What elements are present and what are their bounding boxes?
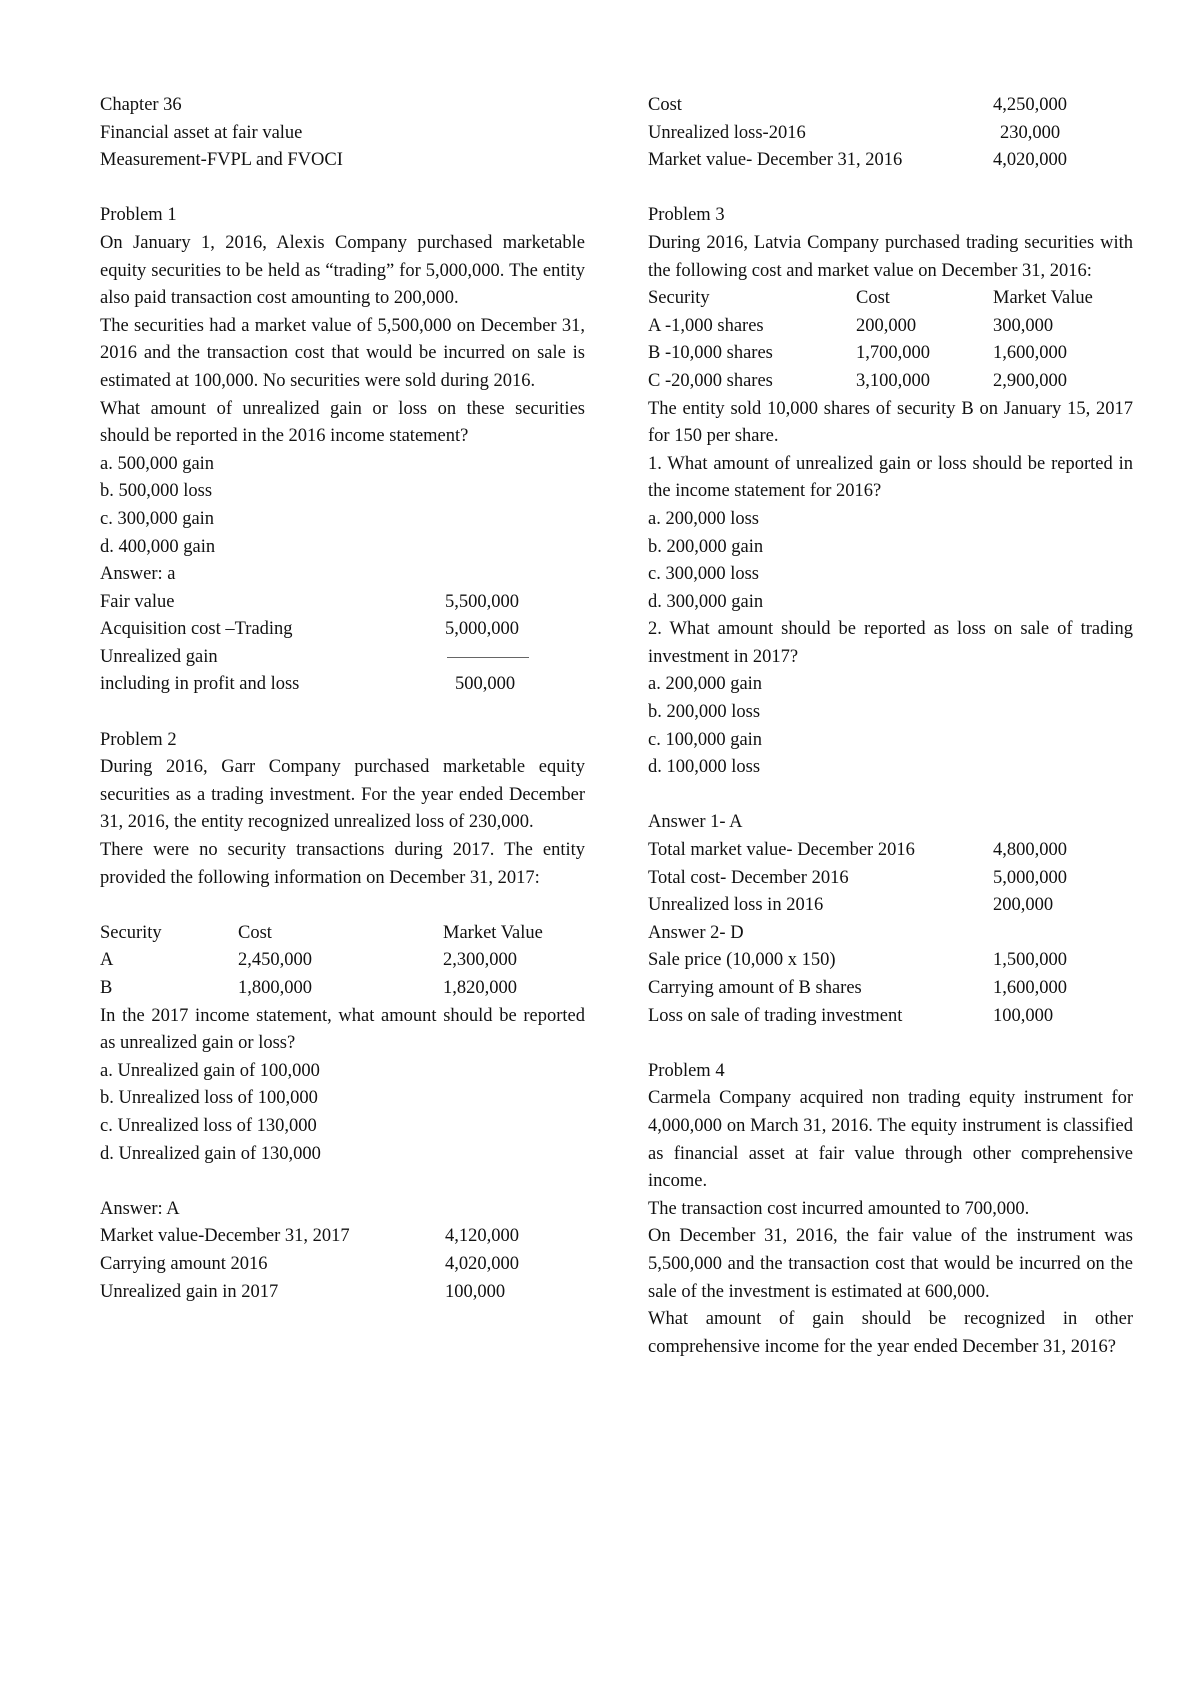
problem-3-answer-2: Answer 2- D — [648, 922, 744, 943]
chapter-measurement: Measurement-FVPL and FVOCI — [100, 150, 343, 171]
problem-1-choice: a. 500,000 gain — [100, 453, 215, 474]
problem-2-choice: b. Unrealized loss of 100,000 — [100, 1088, 318, 1109]
solution-row: Unrealized loss in 2016 200,000 — [648, 895, 1054, 916]
solution-row: Sale price (10,000 x 150) 1,500,000 — [648, 950, 1067, 971]
problem-1-paragraph: The securities had a market value of 5,500,000 on December 31, 2016 and the transaction cost that would be incurred on sale is estimated at 100,000. No securities were sold during 2016. — [100, 315, 585, 391]
problem-4-paragraph: The transaction cost incurred amounted to 700,000. — [648, 1198, 1030, 1219]
problem-3-question-2: 2. What amount should be reported as loss on sale of trading investment in 2017? — [648, 619, 1133, 667]
problem-2-answer: Answer: A — [100, 1198, 180, 1219]
table-header: Security Cost Market Value — [648, 288, 1093, 309]
problem-2-paragraph: During 2016, Garr Company purchased marketable equity securities as a trading investment. For the year ended December 31, 2016, the entity recognized unrealized loss of 230,000. — [100, 757, 585, 833]
problem-3-choice: c. 300,000 loss — [648, 564, 759, 585]
problem-2-paragraph: There were no security transactions during 2017. The entity provided the following information on December 31, 2017: — [100, 840, 585, 888]
right-column — [648, 92, 1133, 1361]
table-row: B -10,000 shares 1,700,000 1,600,000 — [648, 343, 1067, 364]
problem-1-choice: b. 500,000 loss — [100, 481, 213, 502]
solution-row: Unrealized gain — [100, 644, 585, 672]
problem-3-answer-1: Answer 1- A — [648, 812, 743, 833]
problem-3-choice: a. 200,000 gain — [648, 674, 763, 695]
table-row: A 2,450,000 2,300,000 — [100, 950, 517, 971]
problem-4-paragraph: On December 31, 2016, the fair value of the instrument was 5,500,000 and the transaction cost that would be incurred on the sale of the investment is estimated at 600,000. — [648, 1226, 1133, 1302]
problem-1-paragraph: On January 1, 2016, Alexis Company purchased marketable equity securities to be held as “trading” for 5,000,000. The entity also paid transaction cost amounting to 200,000. — [100, 232, 585, 309]
solution-row: Total cost- December 2016 5,000,000 — [648, 867, 1067, 888]
solution-row: Fair value 5,500,000 — [100, 591, 519, 612]
problem-3-choice: c. 100,000 gain — [648, 729, 763, 750]
problem-1-choice: c. 300,000 gain — [100, 508, 215, 529]
underline-rule — [445, 644, 555, 672]
problem-2-choice: d. Unrealized gain of 130,000 — [100, 1143, 321, 1164]
problem-4-question: What amount of gain should be recognized in other comprehensive income for the year ended December 31, 2016? — [648, 1309, 1133, 1357]
problem-1-answer: Answer: a — [100, 564, 176, 585]
problem-3-choice: d. 300,000 gain — [648, 591, 764, 612]
solution-row: including in profit and loss 500,000 — [100, 674, 516, 695]
table-row: B 1,800,000 1,820,000 — [100, 978, 517, 998]
problem-1-choice: d. 400,000 gain — [100, 536, 216, 557]
chapter-subtitle: Financial asset at fair value — [100, 122, 303, 143]
solution-row: Loss on sale of trading investment 100,000 — [648, 1005, 1054, 1026]
problem-4-title: Problem 4 — [648, 1060, 725, 1081]
problem-2-choice: c. Unrealized loss of 130,000 — [100, 1115, 317, 1136]
problem-3-sale-note: The entity sold 10,000 shares of security B on January 15, 2017 for 150 per share. — [648, 398, 1133, 447]
problem-3-choice: d. 100,000 loss — [648, 757, 761, 778]
problem-2-choice: a. Unrealized gain of 100,000 — [100, 1060, 320, 1081]
table-row: A -1,000 shares 200,000 300,000 — [648, 315, 1054, 336]
carryover-row: Cost 4,250,000 — [648, 95, 1067, 115]
problem-1-question: What amount of unrealized gain or loss on these securities should be reported in the 2016 income statement? — [100, 398, 585, 447]
solution-row: Carrying amount of B shares 1,600,000 — [648, 978, 1067, 998]
problem-3-choice: b. 200,000 loss — [648, 702, 761, 723]
problem-3-choice: b. 200,000 gain — [648, 536, 764, 557]
table-header: Security Cost Market Value — [100, 922, 543, 943]
problem-1-title: Problem 1 — [100, 205, 177, 226]
problem-2-title: Problem 2 — [100, 729, 177, 750]
solution-row: Acquisition cost –Trading 5,000,000 — [100, 619, 519, 640]
problem-3-question-1: 1. What amount of unrealized gain or loss should be reported in the income statement for 2016? — [648, 453, 1133, 502]
problem-3-paragraph: During 2016, Latvia Company purchased trading securities with the following cost and market value on December 31, 2016: — [648, 232, 1133, 281]
problem-2-question: In the 2017 income statement, what amount should be reported as unrealized gain or loss? — [100, 1005, 585, 1054]
carryover-row: Market value- December 31, 2016 4,020,000 — [648, 150, 1067, 171]
left-column — [100, 92, 585, 1306]
problem-3-title: Problem 3 — [648, 205, 725, 226]
problem-3-choice: a. 200,000 loss — [648, 508, 759, 529]
solution-row: Carrying amount 2016 4,020,000 — [100, 1253, 519, 1274]
table-row: C -20,000 shares 3,100,000 2,900,000 — [648, 370, 1067, 391]
chapter-title: Chapter 36 — [100, 95, 182, 115]
solution-row: Unrealized gain in 2017 100,000 — [100, 1281, 506, 1302]
carryover-row: Unrealized loss-2016 230,000 — [648, 122, 1061, 143]
problem-4-paragraph: Carmela Company acquired non trading equity instrument for 4,000,000 on March 31, 2016. The equity instrument is classified as financial asset at fair value through other comprehensive income. — [648, 1088, 1133, 1192]
solution-row: Total market value- December 2016 4,800,000 — [648, 840, 1067, 861]
solution-row: Market value-December 31, 2017 4,120,000 — [100, 1226, 519, 1247]
